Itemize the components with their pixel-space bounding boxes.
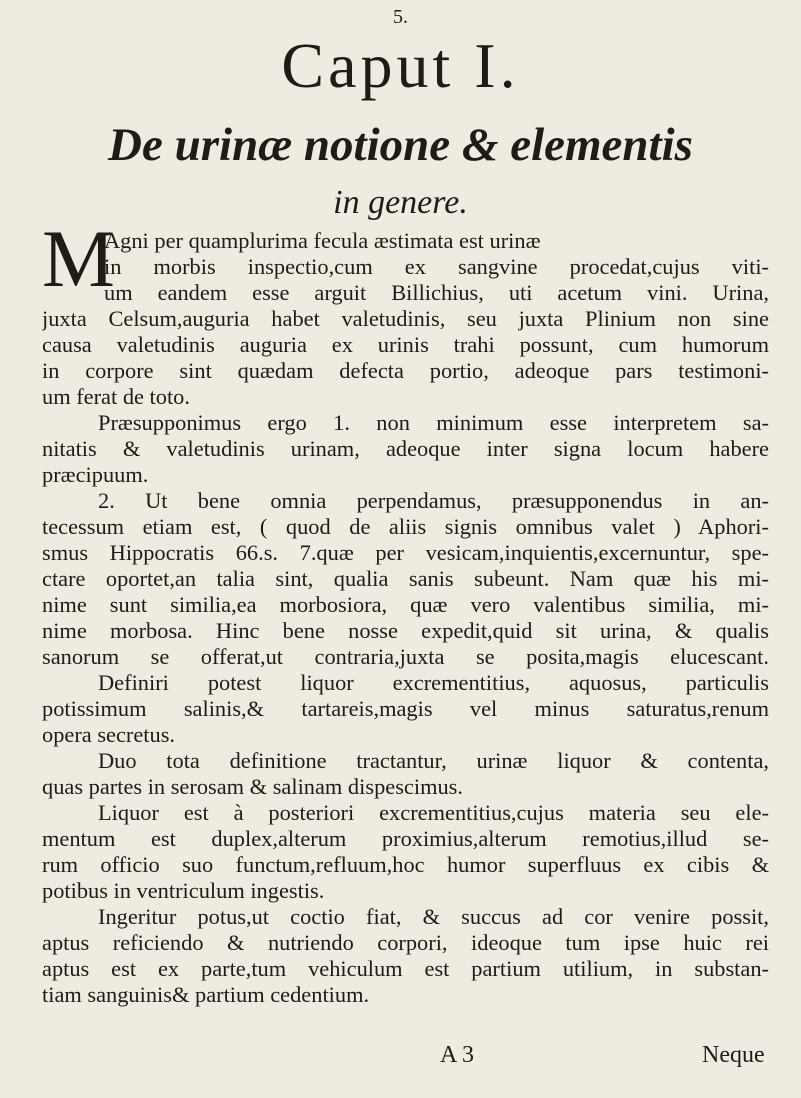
text-line: um ferat de toto.: [42, 384, 190, 409]
text-line: causa valetudinis auguria ex urinis trahi possunt, cum humorum: [42, 332, 769, 357]
signature-mark: A 3: [440, 1042, 475, 1068]
text-line: nime sunt similia,ea morbosiora, quæ vero valentibus similia, mi-: [42, 592, 769, 617]
text-line: potissimum salinis,& tartareis,magis vel minus saturatus,renum: [42, 696, 769, 721]
text-line: Definiri potest liquor excrementitius, aquosus, particulis: [98, 670, 769, 695]
text-line: in morbis inspectio,cum ex sangvine procedat,cujus viti-: [104, 254, 769, 279]
text-line: smus Hippocratis 66.s. 7.quæ per vesicam,inquientis,excernuntur, spe-: [42, 540, 769, 565]
chapter-title: De urinæ notione & elementis: [108, 119, 693, 171]
text-line: in corpore sint quædam defecta portio, adeoque pars testimoni-: [42, 358, 769, 383]
chapter-heading: Caput I.: [281, 30, 520, 101]
catchword: Neque: [702, 1042, 765, 1068]
chapter-title-sub: in genere.: [333, 184, 468, 221]
text-line: præcipuum.: [42, 462, 149, 487]
text-line: sanorum se offerat,ut contraria,juxta se posita,magis elucescant.: [42, 644, 769, 669]
text-line: um eandem esse arguit Billichius, uti acetum vini. Urina,: [104, 280, 769, 305]
text-line: Ingeritur potus,ut coctio fiat, & succus ad cor venire possit,: [98, 904, 769, 929]
text-line: ctare oportet,an talia sint, qualia sanis subeunt. Nam quæ his mi-: [42, 566, 769, 591]
text-line: 2. Ut bene omnia perpendamus, præsupponendus in an-: [98, 488, 769, 513]
text-line: Liquor est à posteriori excrementitius,cujus materia seu ele-: [98, 800, 769, 825]
text-line: Agni per quamplurima fecula æstimata est urinæ: [104, 228, 541, 253]
text-line: aptus est ex parte,tum vehiculum est partium utilium, in substan-: [42, 956, 769, 981]
text-line: opera secretus.: [42, 722, 176, 747]
drop-cap: M: [42, 213, 115, 304]
text-line: Duo tota definitione tractantur, urinæ liquor & contenta,: [98, 748, 769, 773]
text-line: quas partes in serosam & salinam dispescimus.: [42, 774, 463, 799]
text-line: tecessum etiam est, ( quod de aliis signis omnibus valet ) Aphori-: [42, 514, 769, 539]
text-line: mentum est duplex,alterum proximius,alterum remotius,illud se-: [42, 826, 769, 851]
text-line: nime morbosa. Hinc bene nosse expedit,quid sit urina, & qualis: [42, 618, 769, 643]
text-line: rum officio suo functum,refluum,hoc humor superfluus ex cibis &: [42, 852, 769, 877]
text-line: nitatis & valetudinis urinam, adeoque inter signa locum habere: [42, 436, 769, 461]
text-line: potibus in ventriculum ingestis.: [42, 878, 325, 903]
text-line: tiam sanguinis& partium cedentium.: [42, 982, 370, 1007]
page-number: 5.: [393, 6, 408, 28]
text-line: aptus reficiendo & nutriendo corpori, ideoque tum ipse huic rei: [42, 930, 769, 955]
text-line: Præsupponimus ergo 1. non minimum esse interpretem sa-: [98, 410, 769, 435]
text-line: juxta Celsum,auguria habet valetudinis, seu juxta Plinium non sine: [42, 306, 769, 331]
